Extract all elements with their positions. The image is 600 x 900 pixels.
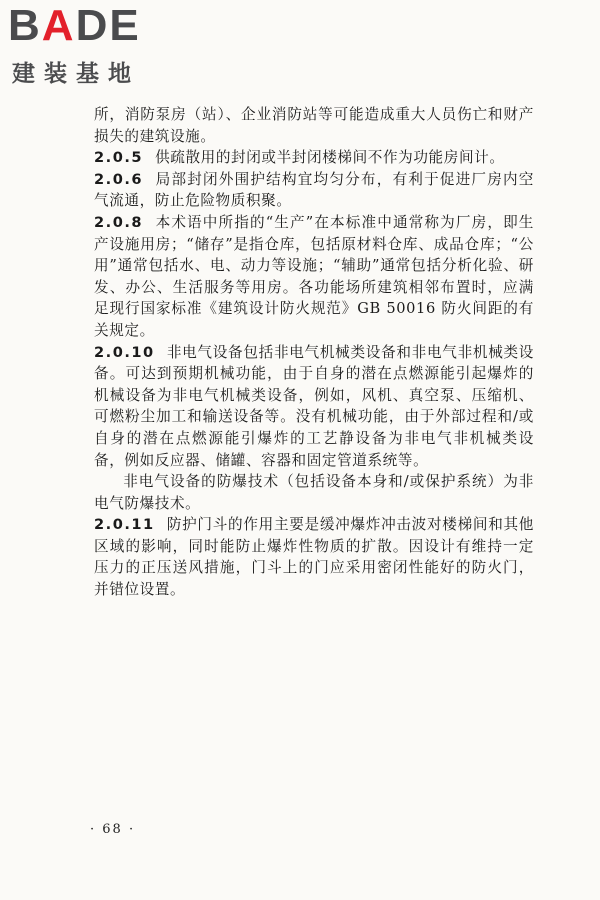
document-body xyxy=(94,104,534,601)
clause-2-0-6 xyxy=(94,169,534,212)
clause-text: 供疏散用的封闭或半封闭楼梯间不作为功能房间计。 xyxy=(155,149,505,167)
clause-2-0-10 xyxy=(94,342,534,472)
paragraph-non-electrical-explosion-protection: 非电气设备的防爆技术（包括设备本身和/或保护系统）为非电气防爆技术。 xyxy=(94,473,534,512)
clause-text: 非电气设备包括非电气机械类设备和非电气非机械类设备。可达到预期机械功能，由于自身的潜在点燃源能引起爆炸的机械设备为非电气机械类设备，例如，风机、真空泵、压缩机、可燃粉尘加工和输送设备等。没有机械功能，由于外部过程和/或自身的潜在点燃源能引爆炸的工艺静设备为非电气非机械类设备，例如反应器、储罐、容器和固定管道系统等。 xyxy=(94,343,534,469)
clause-text: 局部封闭外围护结构宜均匀分布，有利于促进厂房内空气流通，防止危险物质积聚。 xyxy=(94,170,534,210)
clause-number: 2.0.10 xyxy=(94,343,155,361)
paragraph-continuation: 所，消防泵房（站）、企业消防站等可能造成重大人员伤亡和财产损失的建筑设施。 xyxy=(94,106,534,145)
clause-text: 本术语中所指的“生产”在本标准中通常称为厂房，即生产设施用房；“储存”是指仓库，包括原材料仓库、成品仓库；“公用”通常包括水、电、动力等设施；“辅助”通常包括分析化验、研发、办公、生活服务等用房。各功能场所建筑相邻布置时，应满足现行国家标准《建筑设计防火规范》GB 50016 防火间距的有关规定。 xyxy=(94,213,534,339)
clause-number: 2.0.8 xyxy=(94,213,144,231)
page-number: · 68 · xyxy=(90,822,136,837)
logo-wordmark: BADE xyxy=(8,1,141,50)
clause-2-0-5 xyxy=(94,147,534,169)
logo-subtitle: 建装基地 xyxy=(12,61,140,87)
clause-number: 2.0.6 xyxy=(94,170,144,188)
bade-logo xyxy=(8,1,178,94)
clause-number: 2.0.11 xyxy=(94,516,155,534)
clause-2-0-11 xyxy=(94,514,534,600)
clause-text: 防护门斗的作用主要是缓冲爆炸冲击波对楼梯间和其他区域的影响，同时能防止爆炸性物质的扩散。因设计有维持一定压力的正压送风措施，门斗上的门应采用密闭性能好的防火门，并错位设置。 xyxy=(94,516,534,599)
clause-number: 2.0.5 xyxy=(94,149,144,167)
clause-2-0-8 xyxy=(94,212,534,342)
